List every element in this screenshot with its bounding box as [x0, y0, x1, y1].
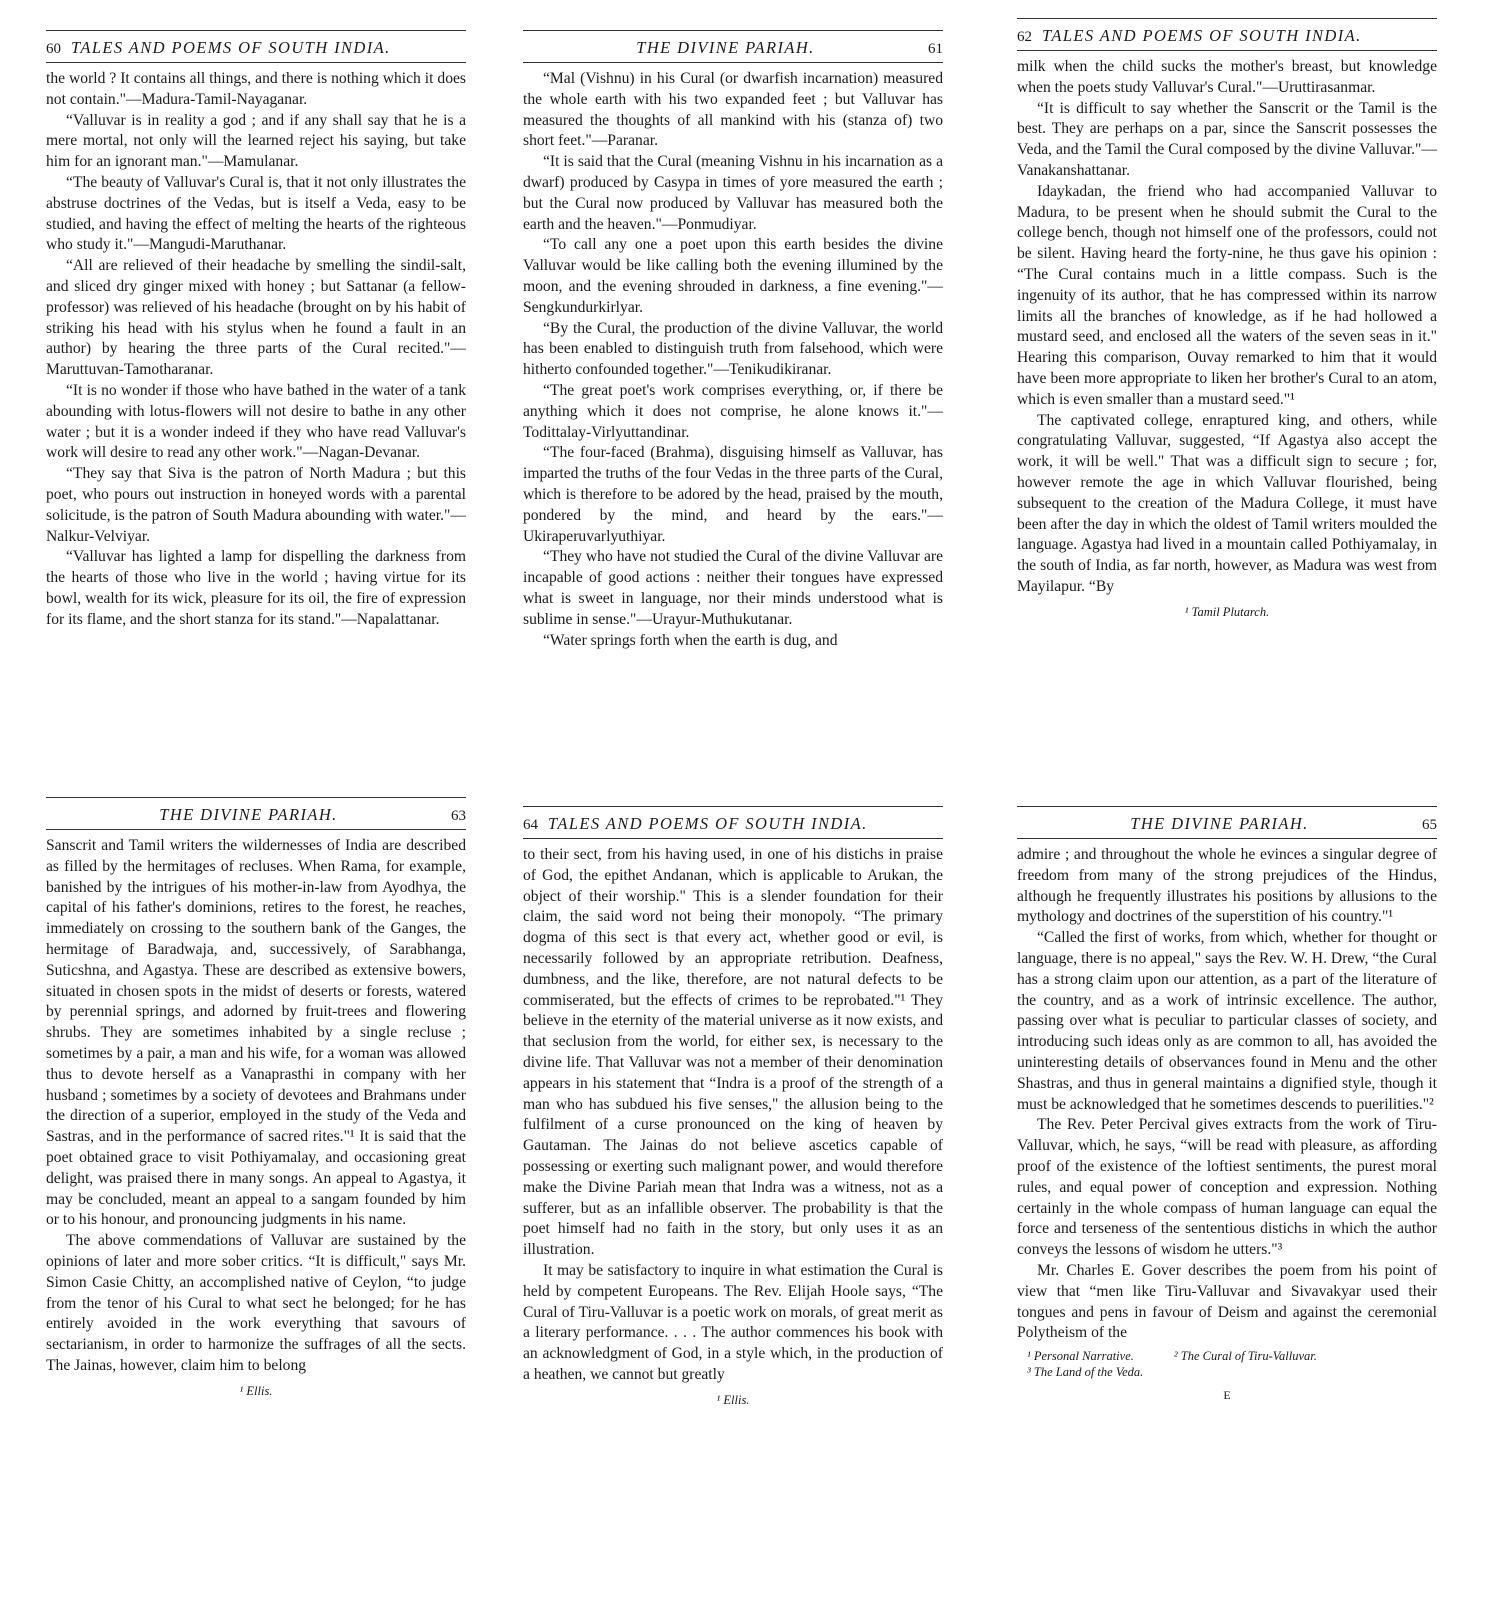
footnote: ¹ Tamil Plutarch.: [1184, 604, 1270, 619]
running-head: TALES AND POEMS OF SOUTH INDIA.: [1042, 26, 1362, 45]
body-text: [523, 845, 943, 1386]
running-head: THE DIVINE PARIAH.: [159, 805, 338, 824]
footnote: ¹ Ellis.: [716, 1392, 750, 1407]
paragraph: “Called the first of works, from which, whether for thought or language, there is no appeal," says the Rev. W. H. Drew, “the Cural has a strong claim upon our attention, as a part of the literature of the country, and as a work of intrinsic excellence. The author, passing over what is peculiar to particular classes of society, and introducing such ideas only as are common to all, has avoided the uninteresting details of observances found in Menu and the other Shastras, and thus in general maintains a dignified style, though it must be acknowledged that he sometimes descends to puerilities."²: [1017, 929, 1437, 1113]
body-text: [46, 69, 466, 631]
top-rule: [523, 30, 943, 31]
running-header: [523, 38, 943, 63]
footnote: ³ The Land of the Veda.: [1027, 1365, 1144, 1380]
footnote: ² The Cural of Tiru-Valluvar.: [1173, 1349, 1317, 1364]
footnote: ¹ Ellis.: [239, 1383, 273, 1398]
running-header: [523, 814, 943, 839]
page-63: [46, 797, 466, 1399]
paragraph: the world ? It contains all things, and there is nothing which it does not contain."—Madura-Tamil-Nayaganar.: [46, 70, 466, 108]
paragraph: The Rev. Peter Percival gives extracts from the work of Tiru-Valluvar, which, he says, “will be read with pleasure, as affording proof of the existence of the loftiest sentiments, the purest moral rules, and equal power of conception and expression. Nothing certainly in the whole compass of human language can equal the force and terseness of the sententious distichs in which the author conveys the lessons of wisdom he utters."³: [1017, 1116, 1437, 1259]
running-header: [46, 38, 466, 63]
page-62: [1017, 18, 1437, 620]
paragraph: “The four-faced (Brahma), disguising himself as Valluvar, has imparted the truths of the four Vedas in the three parts of the Cural, which is therefore to be adored by the head, praised by the mouth, pondered by the mind, and heard by the ears."—Ukiraperuvarlyuthiyar.: [523, 444, 943, 545]
page-64: [523, 806, 943, 1408]
paragraph: “It is said that the Cural (meaning Vishnu in his incarnation as a dwarf) produced by Casypa in times of yore measured the earth ; but the Cural now produced by Valluvar has measured both the earth and the heaven."—Ponmudiyar.: [523, 153, 943, 233]
paragraph: “All are relieved of their headache by smelling the sindil-salt, and sliced dry ginger mixed with honey ; but Sattanar (a fellow-professor) was relieved of his headache (brought on by his habit of striking his head with his stylus when he found a fault in an author) by hearing the three parts of the Cural recited."—Maruttuvan-Tamotharanar.: [46, 257, 466, 379]
running-header: [46, 805, 466, 830]
page-number: 60: [46, 41, 61, 57]
paragraph: Sanscrit and Tamil writers the wildernesses of India are described as filled by the hermitages of recluses. When Rama, for example, banished by the intrigues of his mother-in-law from Ayodhya, the capital of his father's dominions, retires to the forest, he reaches, immediately on crossing to the southern bank of the Ganges, the hermitage of Baradwaja, and, successively, of Sarabhanga, Suticshna, and Agastya. These are described as extensive bowers, situated in chosen spots in the midst of deserts or forests, watered by perennial springs, and adorned by fruit-trees and flowering shrubs. They are sometimes inhabited by a single recluse ; sometimes by a pair, a man and his wife, for a woman was allowed thus to devote herself as a Vanaprasthi in company with her husband ; sometimes by a society of devotees and Brahmans under the direction of a superior, employed in the study of the Veda and Sastras, and in the performance of sacred rites."¹ It is said that the poet obtained grace to visit Pothiyamalay, and occasioning great delight, was praised there in many songs. An appeal to Agastya, it may be concluded, meant an appeal to a sangam founded by him or to his honour, and pronouncing judgments in his name.: [46, 837, 466, 1229]
paragraph: “Mal (Vishnu) in his Cural (or dwarfish incarnation) measured the whole earth with his two expanded feet ; but Valluvar has measured the thoughts of all mankind with his (stanza of) two short feet."—Paranar.: [523, 70, 943, 150]
page-61: [523, 30, 943, 651]
paragraph: milk when the child sucks the mother's breast, but knowledge when the poets study Valluvar's Cural."—Uruttirasanmar.: [1017, 58, 1437, 96]
paragraph: “They who have not studied the Cural of the divine Valluvar are incapable of good actions : neither their tongues have expressed what is sweet in language, nor their minds understood what is sublime in sense."—Urayur-Muthukutanar.: [523, 548, 943, 628]
paragraph: “It is no wonder if those who have bathed in the water of a tank abounding with lotus-flowers will not desire to bathe in any other water ; but it is a wonder indeed if they who have read Valluvar's work will desire to read any other work."—Nagan-Devanar.: [46, 381, 466, 462]
paragraph: to their sect, from his having used, in one of his distichs in praise of God, the epithet Andanan, which is applicable to Arukan, the object of their worship." This is a slender foundation for their claim, the said word not being their monopoly. “The primary dogma of this sect is that every act, whether good or evil, is necessarily followed by an appropriate retribution. Deafness, dumbness, and the like, therefore, are not natural defects to be commiserated, but the effects of crimes to be reprobated."¹ They believe in the eternity of the material universe as it now exists, and that seclusion from the world, for either sex, is necessary to the divine life. That Valluvar was not a member of their denomination appears in his statement that “Indra is a proof of the strength of a man who has subdued his five senses," the allusion being to the fulfilment of a curse pronounced on the king of heaven by Gautaman. The Jainas do not believe ascetics capable of possessing or exerting such malignant power, and would therefore make the Divine Pariah mean that Indra was a witness, not as a sufferer, but as an infallible observer. The probability is that the poet himself had no faith in the story, but only uses it as an illustration.: [523, 846, 943, 1259]
page-60: [46, 30, 466, 631]
body-text: [1017, 57, 1437, 598]
paragraph: Mr. Charles E. Gover describes the poem from his point of view that “men like Tiru-Valluvar and Sivavakyar used their tongues and pens in favour of Deism and against the ceremonial Polytheism of the: [1017, 1261, 1437, 1342]
body-text: [523, 69, 943, 651]
top-rule: [1017, 18, 1437, 19]
paragraph: “Water springs forth when the earth is dug, and: [543, 631, 838, 649]
running-head: TALES AND POEMS OF SOUTH INDIA.: [71, 38, 391, 57]
page-65: [1017, 806, 1437, 1403]
paragraph: “The great poet's work comprises everything, or, if there be anything which it does not comprise, he alone knows it."—Todittalay-Virlyuttandinar.: [523, 381, 943, 441]
paragraph: “To call any one a poet upon this earth besides the divine Valluvar would be like calling both the evening illumined by the moon, and the evening shrouded in darkness, a fine evening."—Sengkundurkirlyar.: [523, 236, 943, 316]
paragraph: “Valluvar has lighted a lamp for dispelling the darkness from the hearts of those who live in the world ; having virtue for its bowl, wealth for its wick, pleasure for its oil, the fire of expression for its flame, and the short stanza for its stand."—Napalattanar.: [46, 548, 466, 628]
paragraph: The above commendations of Valluvar are sustained by the opinions of later and more sober critics. “It is difficult," says Mr. Simon Casie Chitty, an accomplished native of Ceylon, “to judge from the tenor of his Cural to what sect he belonged; for he has entirely avoided in the work everything that savours of sectarianism, in order to harmonize the suffrages of all the sects. The Jainas, however, claim him to belong: [46, 1232, 466, 1374]
running-header: [1017, 814, 1437, 839]
top-rule: [46, 797, 466, 798]
paragraph: “It is difficult to say whether the Sanscrit or the Tamil is the best. They are perhaps on a par, since the Sanscrit possesses the Veda, and the Tamil the Cural composed by the divine Valluvar."—Vanakanshattanar.: [1017, 99, 1437, 179]
paragraph: “By the Cural, the production of the divine Valluvar, the world has been enabled to distinguish truth from falsehood, which were hitherto confounded together."—Tenikudikiranar.: [523, 319, 943, 379]
page-number: 64: [523, 817, 538, 833]
body-text: [1017, 845, 1437, 1344]
paragraph: Idaykadan, the friend who had accompanied Valluvar to Madura, to be present when he should submit the Cural to the college bench, though not himself one of the professors, could not be silent. Having heard the forty-nine, he thus gave his opinion : “The Cural contains much in a little compass. Such is the ingenuity of its author, that he has compressed within its narrow limits all the branches of knowledge, as if he had hollowed a mustard seed, and enclosed all the waters of the seven seas in it." Hearing this comparison, Ouvay remarked to him that it would have been more appropriate to liken her brother's Cural to an atom, which is even smaller than a mustard seed."¹: [1017, 182, 1437, 408]
running-head: THE DIVINE PARIAH.: [636, 38, 815, 57]
paragraph: “The beauty of Valluvar's Cural is, that it not only illustrates the abstruse doctrines of the Vedas, but is itself a Veda, easy to be studied, and having the effect of melting the hearts of the righteous who study it."—Mangudi-Maruthanar.: [46, 173, 466, 254]
running-header: [1017, 26, 1437, 51]
footnotes: [1017, 1348, 1437, 1380]
top-rule: [523, 806, 943, 807]
running-head: THE DIVINE PARIAH.: [1130, 814, 1309, 833]
signature-mark: E: [1223, 1388, 1231, 1403]
top-rule: [46, 30, 466, 31]
paragraph: “Valluvar is in reality a god ; and if any shall say that he is a mere mortal, not only will the learned reject his saying, but take him for an ignorant man."—Mamulanar.: [46, 111, 466, 171]
paragraph: The captivated college, enraptured king, and others, while congratulating Valluvar, suggested, “If Agastya also accept the work, it will be well." That was a difficult sign to secure ; for, however remote the age in which Valluvar flourished, being subsequent to the creation of the Madura College, it must have been after the day in which the oldest of Tamil writers moulded the language. Agastya had lived in a mountain called Pothiyamalay, in the south of India, as far north, however, as Madura was west from Mayilapur. “By: [1017, 411, 1437, 595]
running-head: TALES AND POEMS OF SOUTH INDIA.: [548, 814, 868, 833]
footnote: ¹ Personal Narrative.: [1027, 1349, 1134, 1364]
page-number: 61: [928, 41, 943, 57]
paragraph: “They say that Siva is the patron of North Madura ; but this poet, who pours out instruction in honeyed words with a parental solicitude, is the patron of South Madura abounding with water."—Nalkur-Velviyar.: [46, 465, 466, 545]
page-number: 65: [1422, 817, 1437, 833]
paragraph: It may be satisfactory to inquire in what estimation the Cural is held by competent Europeans. The Rev. Elijah Hoole says, “The Cural of Tiru-Valluvar is a poetic work on morals, of great merit as a literary performance. . . . The author commences his book with an acknowledgment of God, in a style which, in the production of a heathen, we cannot but greatly: [523, 1261, 943, 1383]
top-rule: [1017, 806, 1437, 807]
body-text: [46, 836, 466, 1377]
page-number: 63: [451, 808, 466, 824]
page-number: 62: [1017, 29, 1032, 45]
paragraph: admire ; and throughout the whole he evinces a singular degree of freedom from many of the strong prejudices of the Hindus, although he frequently illustrates his positions by allusions to the mythology and doctrines of the superstition of his country."¹: [1017, 846, 1437, 926]
